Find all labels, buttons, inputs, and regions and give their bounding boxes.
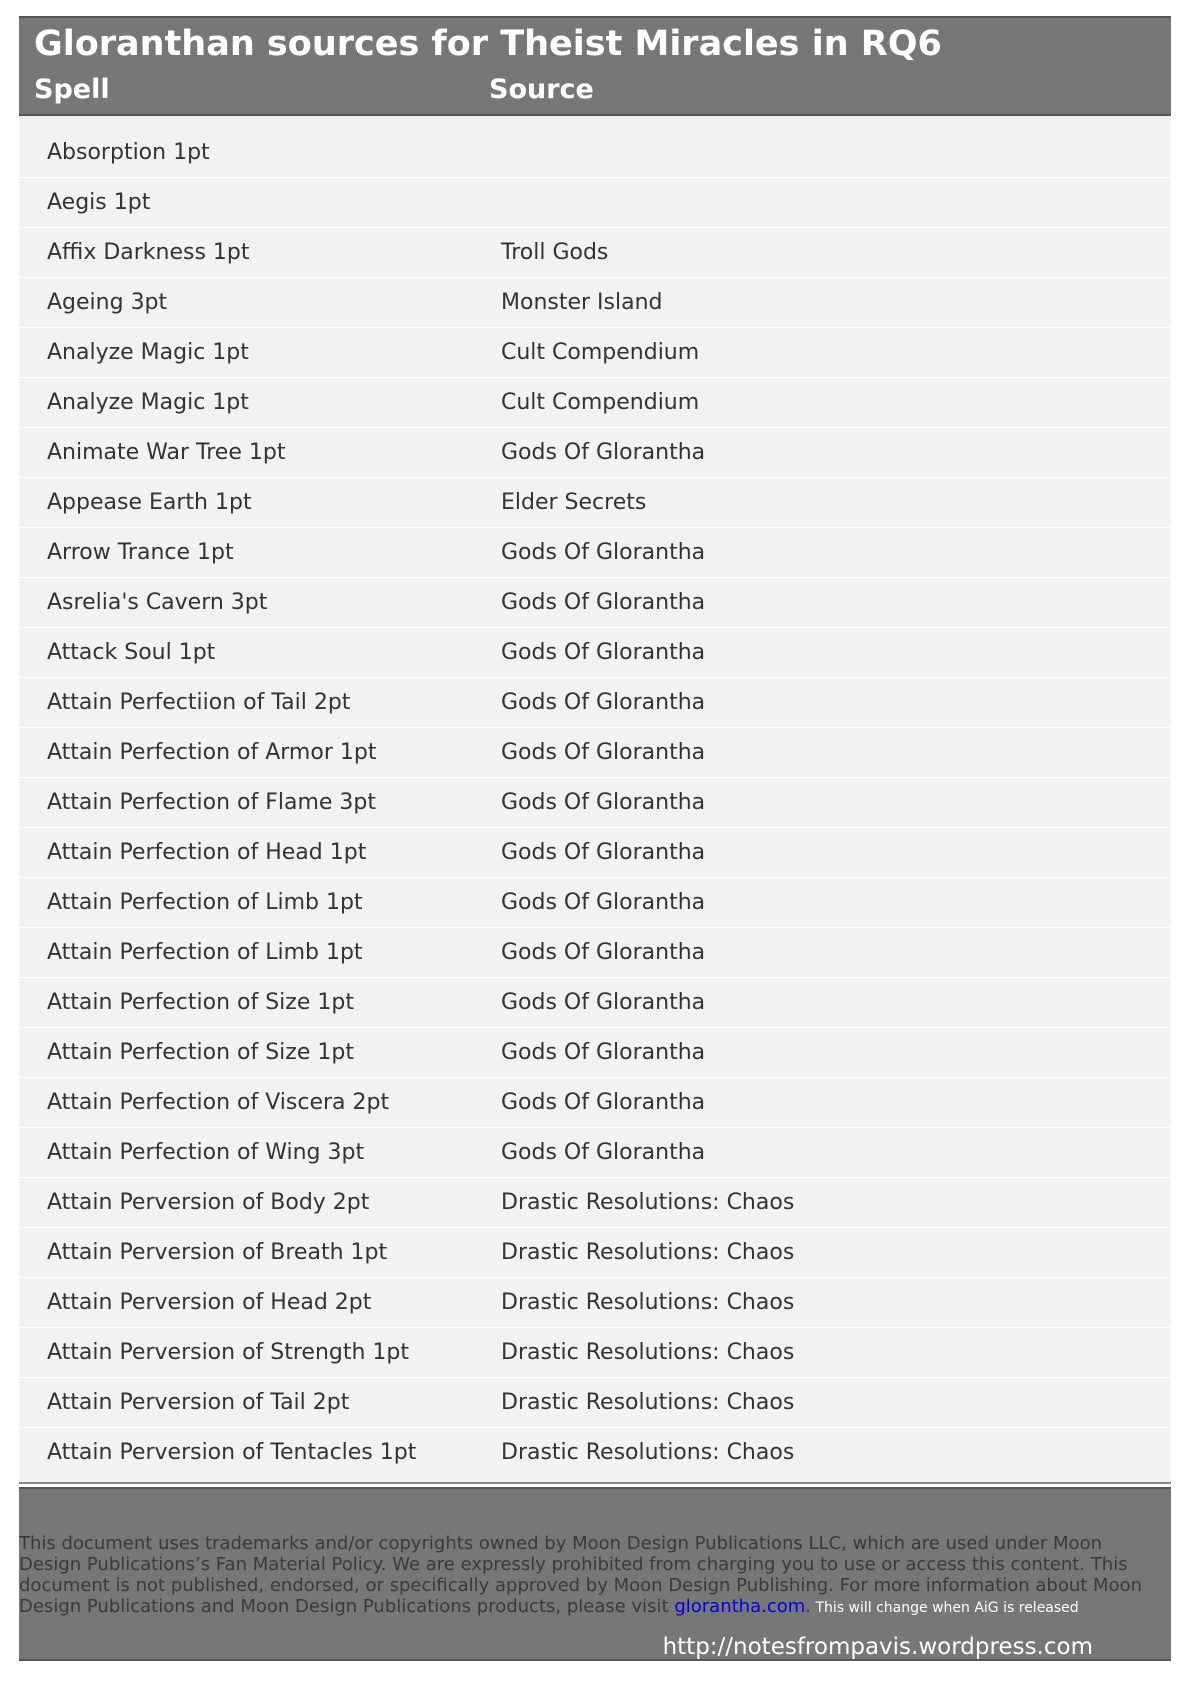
- table-row: [19, 1078, 1171, 1128]
- spell-name: Attain Perfection of Wing 3pt: [47, 1140, 365, 1165]
- spell-source: Gods Of Glorantha: [501, 990, 706, 1015]
- spell-name: Animate War Tree 1pt: [47, 440, 286, 465]
- spell-name: Attain Perfection of Size 1pt: [47, 1040, 354, 1065]
- legal-text: This document uses trademarks and/or copyrights owned by Moon Design Publications LLC, which are used under Moon Design Publications’s Fan Material Policy. We are expressly prohibited from charging you to use or access this content. This document is not published, endorsed, or specifically approved by Moon Design Publishing. For more information about Moon Design Publications and Moon Design Publications products, please visit: [19, 1533, 1143, 1617]
- spell-name: Appease Earth 1pt: [47, 490, 252, 515]
- spell-source: Drastic Resolutions: Chaos: [501, 1290, 795, 1315]
- spell-name: Analyze Magic 1pt: [47, 340, 249, 365]
- spell-source: Monster Island: [501, 290, 663, 315]
- spell-source: Gods Of Glorantha: [501, 740, 706, 765]
- spell-source: Gods Of Glorantha: [501, 1040, 706, 1065]
- spell-name: Ageing 3pt: [47, 290, 168, 315]
- table-row: [19, 678, 1171, 728]
- spell-name: Attain Perfection of Head 1pt: [47, 840, 367, 865]
- page-title: Gloranthan sources for Theist Miracles in RQ6: [34, 24, 942, 64]
- table-row: [19, 1278, 1171, 1328]
- spell-source: Gods Of Glorantha: [501, 640, 706, 665]
- spell-name: Attain Perfection of Viscera 2pt: [47, 1090, 390, 1115]
- table-row: [19, 1128, 1171, 1178]
- spell-name: Attain Perversion of Tail 2pt: [47, 1390, 350, 1415]
- spell-name: Attain Perversion of Head 2pt: [47, 1290, 372, 1315]
- spell-source: Drastic Resolutions: Chaos: [501, 1240, 795, 1265]
- spell-name: Absorption 1pt: [47, 140, 210, 165]
- table-row: [19, 328, 1171, 378]
- spell-table: [19, 116, 1171, 1484]
- table-row: [19, 228, 1171, 278]
- site-url[interactable]: http://notesfrompavis.wordpress.com: [662, 1634, 1093, 1660]
- table-row: [19, 1328, 1171, 1378]
- spell-source: Drastic Resolutions: Chaos: [501, 1340, 795, 1365]
- table-row: [19, 1228, 1171, 1278]
- table-row: [19, 1028, 1171, 1078]
- spell-source: Elder Secrets: [501, 490, 647, 515]
- table-row: [19, 878, 1171, 928]
- spell-name: Affix Darkness 1pt: [47, 240, 250, 265]
- table-row: [19, 1178, 1171, 1228]
- spell-source: Gods Of Glorantha: [501, 590, 706, 615]
- spell-source: Gods Of Glorantha: [501, 690, 706, 715]
- spell-name: Attain Perfection of Flame 3pt: [47, 790, 377, 815]
- table-row: [19, 528, 1171, 578]
- spell-source: Drastic Resolutions: Chaos: [501, 1190, 795, 1215]
- spell-source: Drastic Resolutions: Chaos: [501, 1390, 795, 1415]
- table-row: [19, 778, 1171, 828]
- column-header-source: Source: [489, 74, 594, 105]
- spell-name: Attain Perfectiion of Tail 2pt: [47, 690, 351, 715]
- spell-source: Gods Of Glorantha: [501, 440, 706, 465]
- table-row: [19, 828, 1171, 878]
- spell-source: Cult Compendium: [501, 390, 700, 415]
- release-note: This will change when AiG is released: [811, 1600, 1079, 1616]
- spell-name: Attain Perversion of Tentacles 1pt: [47, 1440, 417, 1465]
- spell-source: Troll Gods: [501, 240, 609, 265]
- table-row: [19, 1378, 1171, 1428]
- spell-source: Gods Of Glorantha: [501, 840, 706, 865]
- spell-name: Aegis 1pt: [47, 190, 151, 215]
- spell-name: Attain Perfection of Limb 1pt: [47, 940, 363, 965]
- spell-name: Attain Perversion of Body 2pt: [47, 1190, 370, 1215]
- spell-source: Cult Compendium: [501, 340, 700, 365]
- spell-name: Attain Perfection of Size 1pt: [47, 990, 354, 1015]
- table-row: [19, 128, 1171, 178]
- table-row: [19, 478, 1171, 528]
- table-row: [19, 428, 1171, 478]
- footer: [19, 1487, 1171, 1661]
- legal-notice: [19, 1533, 1169, 1619]
- spell-name: Attain Perfection of Armor 1pt: [47, 740, 377, 765]
- table-row: [19, 378, 1171, 428]
- spell-name: Arrow Trance 1pt: [47, 540, 234, 565]
- spell-source: Gods Of Glorantha: [501, 540, 706, 565]
- spell-source: Gods Of Glorantha: [501, 890, 706, 915]
- spell-name: Attack Soul 1pt: [47, 640, 216, 665]
- legal-text-end: .: [805, 1596, 812, 1617]
- spell-source: Gods Of Glorantha: [501, 1090, 706, 1115]
- glorantha-link[interactable]: glorantha.com: [674, 1596, 806, 1617]
- table-header: [19, 16, 1171, 116]
- spell-source: Gods Of Glorantha: [501, 1140, 706, 1165]
- spell-name: Attain Perfection of Limb 1pt: [47, 890, 363, 915]
- spell-source: Gods Of Glorantha: [501, 790, 706, 815]
- table-row: [19, 1428, 1171, 1478]
- spell-name: Asrelia's Cavern 3pt: [47, 590, 268, 615]
- table-row: [19, 628, 1171, 678]
- table-row: [19, 728, 1171, 778]
- table-row: [19, 178, 1171, 228]
- table-row: [19, 278, 1171, 328]
- table-row: [19, 978, 1171, 1028]
- spell-source: Drastic Resolutions: Chaos: [501, 1440, 795, 1465]
- document-sheet: [19, 16, 1171, 1661]
- spell-name: Analyze Magic 1pt: [47, 390, 249, 415]
- table-row: [19, 928, 1171, 978]
- table-row: [19, 578, 1171, 628]
- spell-name: Attain Perversion of Breath 1pt: [47, 1240, 388, 1265]
- spell-source: Gods Of Glorantha: [501, 940, 706, 965]
- spell-name: Attain Perversion of Strength 1pt: [47, 1340, 410, 1365]
- column-header-spell: Spell: [34, 74, 110, 105]
